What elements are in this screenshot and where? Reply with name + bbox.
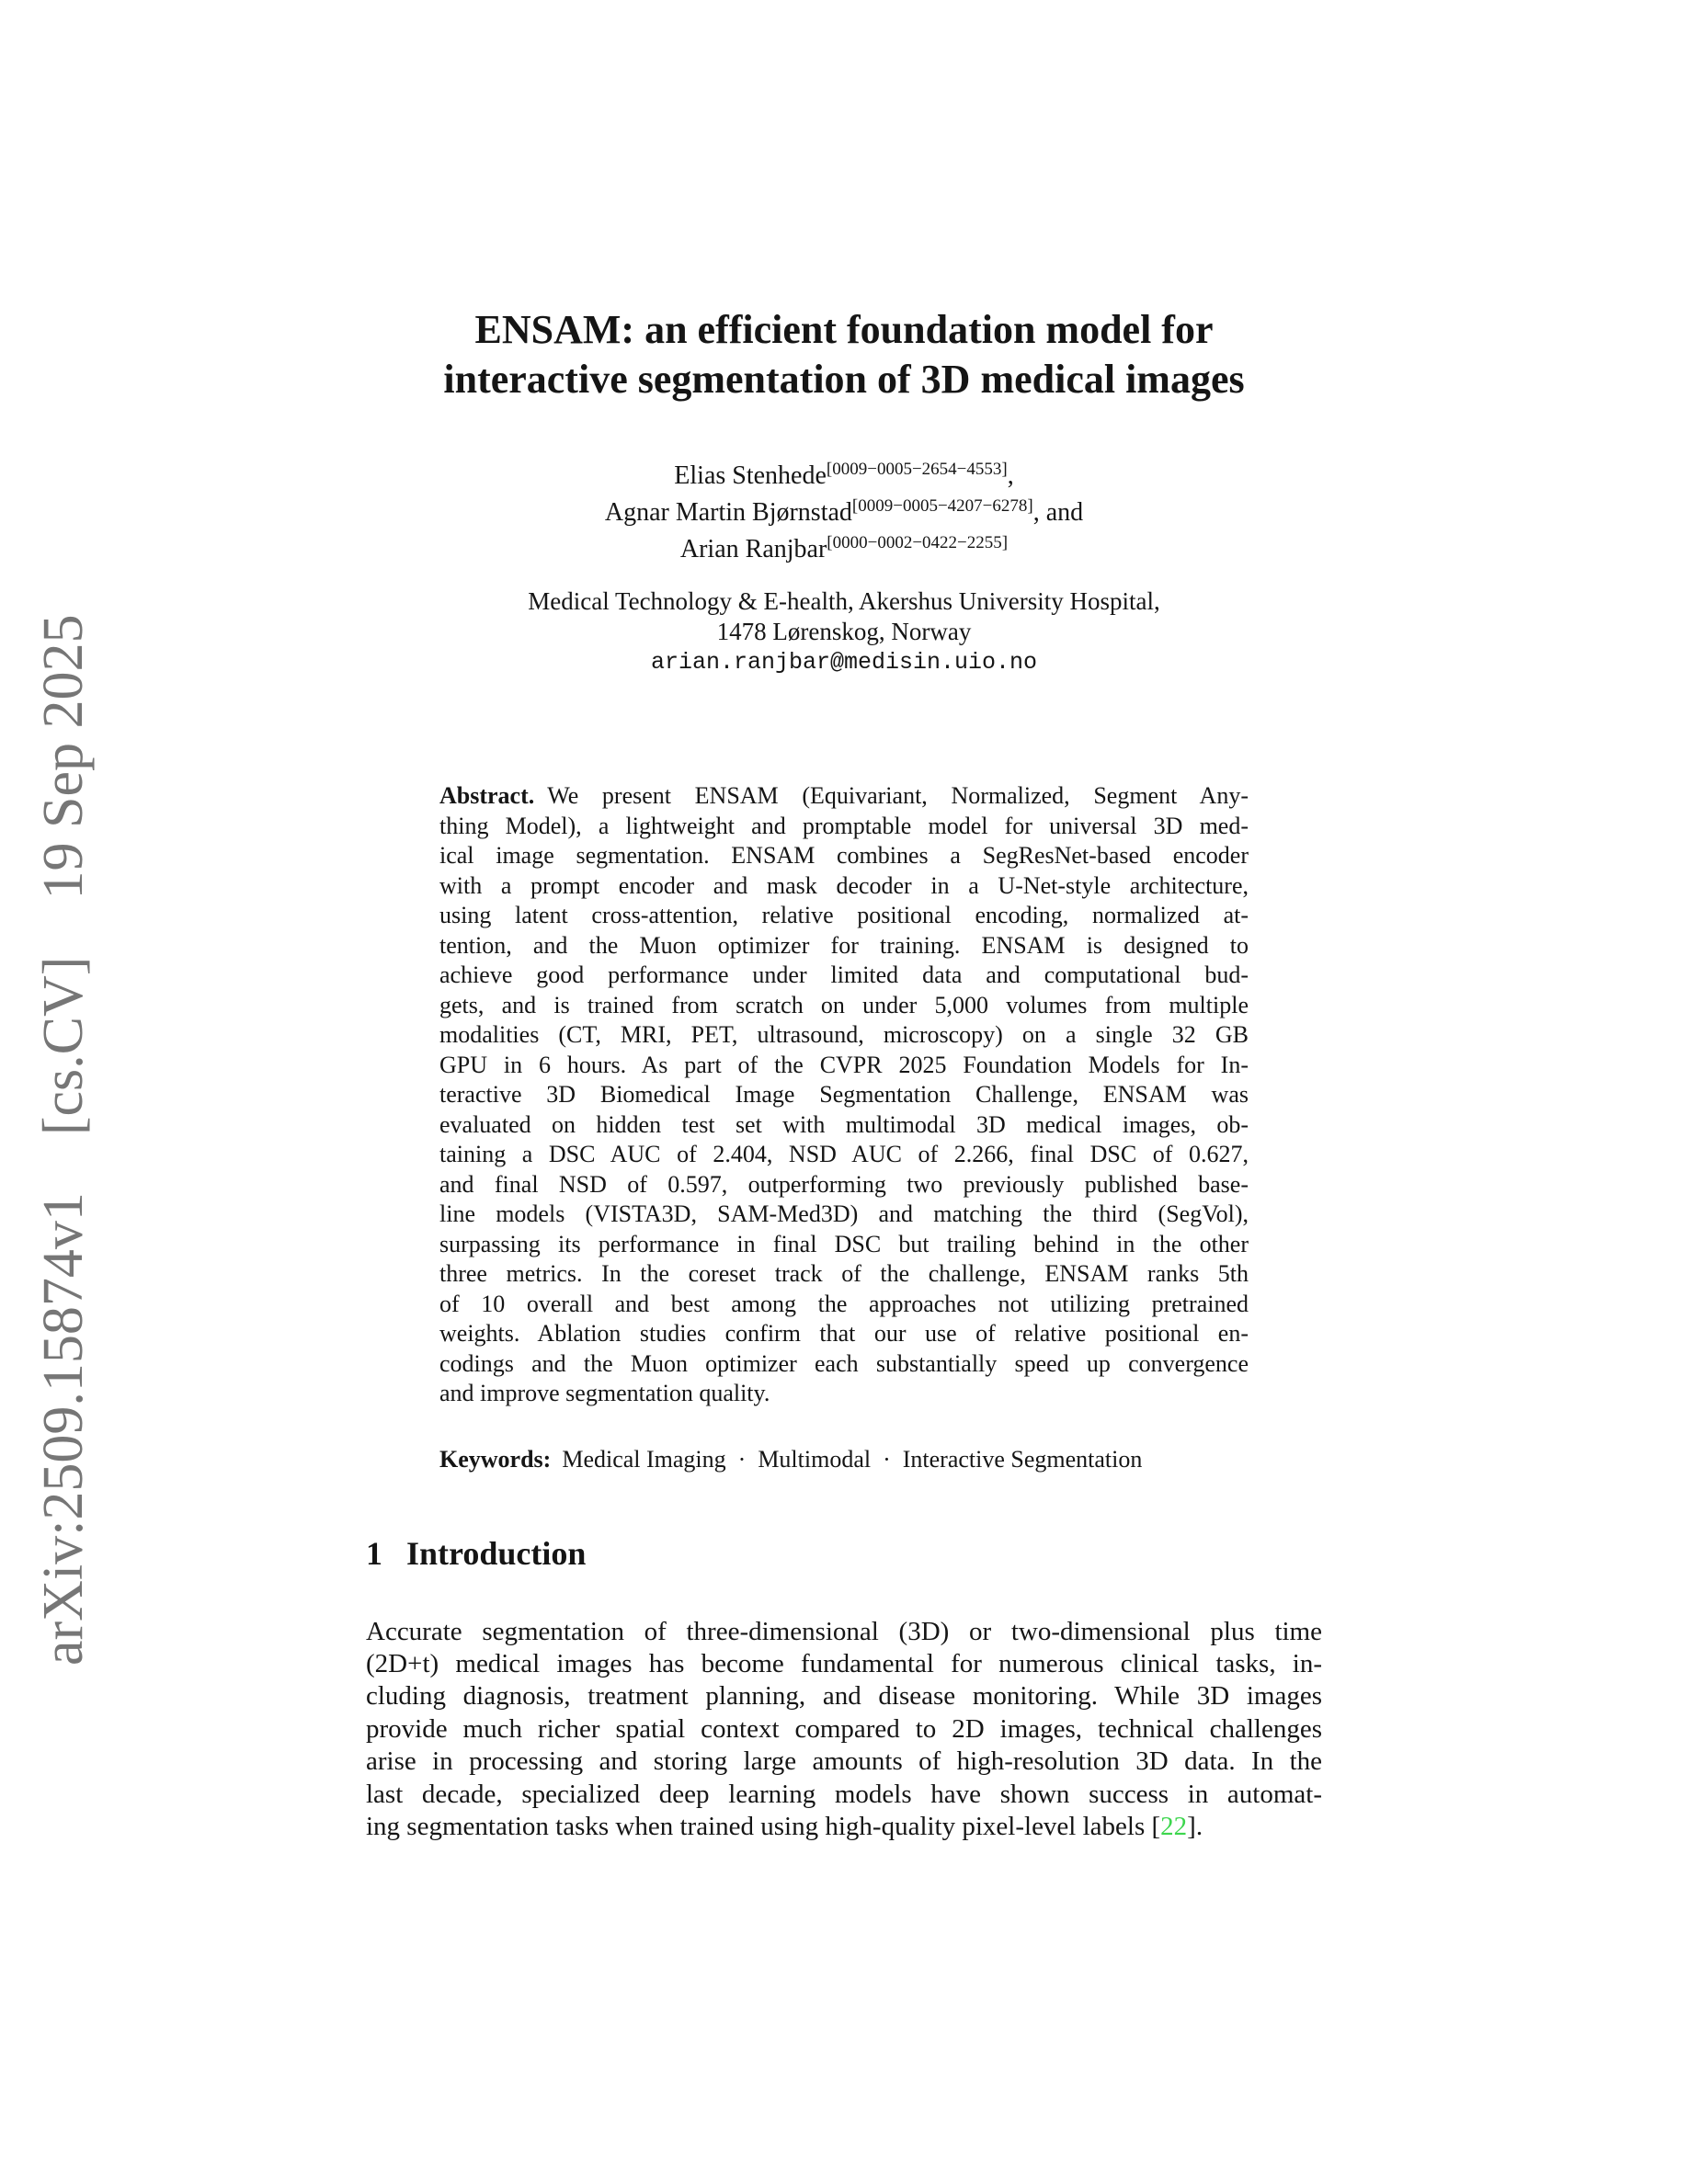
author-block	[366, 458, 1322, 568]
abstract-line: achieve good performance under limited data and computational bud-	[439, 961, 1249, 988]
intro-paragraph	[366, 1616, 1322, 1844]
abstract-line: GPU in 6 hours. As part of the CVPR 2025 Foundation Models for In-	[439, 1051, 1249, 1078]
author-2-orcid: [0009−0005−4207−6278]	[851, 496, 1033, 516]
abstract-line: evaluated on hidden test set with multimodal 3D medical images, ob-	[439, 1110, 1249, 1138]
contact-email: arian.ranjbar@medisin.uio.no	[650, 649, 1038, 676]
abstract-line: three metrics. In the coreset track of the challenge, ENSAM ranks 5th	[439, 1260, 1249, 1287]
section-title: Introduction	[406, 1534, 587, 1572]
author-3	[366, 531, 1322, 568]
intro-line: (2D+t) medical images has become fundamental for numerous clinical tasks, in-	[366, 1648, 1322, 1678]
abstract-line: and improve segmentation quality.	[439, 1380, 770, 1406]
author-1	[366, 458, 1322, 495]
abstract-line: of 10 overall and best among the approaches not utilizing pretrained	[439, 1290, 1249, 1317]
intro-line: last decade, specialized deep learning models have shown success in automat-	[366, 1779, 1322, 1809]
abstract-line: ical image segmentation. ENSAM combines a SegResNet-based encoder	[439, 842, 1249, 869]
citation-link-22[interactable]: 22	[1160, 1811, 1188, 1841]
keywords	[439, 1444, 1249, 1474]
section-heading-introduction	[366, 1533, 1322, 1574]
abstract-line-text: We present ENSAM (Equivariant, Normalized, Segment Any-	[547, 782, 1249, 809]
affiliation-line-2: 1478 Lørenskog, Norway	[716, 618, 972, 645]
paper-title	[366, 305, 1322, 404]
author-1-suffix: ,	[1007, 461, 1014, 490]
intro-line: Accurate segmentation of three-dimensional (3D) or two-dimensional plus time	[366, 1616, 1322, 1646]
paper-content	[366, 0, 1322, 1843]
abstract-line	[439, 781, 1249, 812]
affiliation-block	[366, 586, 1322, 678]
abstract-line: codings and the Muon optimizer each substantially speed up convergence	[439, 1349, 1249, 1377]
intro-line	[366, 1811, 1322, 1843]
intro-last-pre: ing segmentation tasks when trained using high-quality pixel-level labels [	[366, 1811, 1161, 1841]
affiliation-line-1: Medical Technology & E-health, Akershus University Hospital,	[528, 587, 1160, 615]
intro-last-post: ].	[1187, 1811, 1203, 1841]
abstract-line: taining a DSC AUC of 2.404, NSD AUC of 2.266, final DSC of 0.627,	[439, 1141, 1249, 1167]
keywords-text: Medical Imaging · Multimodal · Interactive Segmentation	[562, 1445, 1143, 1473]
author-2-name: Agnar Martin Bjørnstad	[604, 498, 852, 527]
abstract-line: and final NSD of 0.597, outperforming two previously published base-	[439, 1170, 1249, 1198]
abstract-line: thing Model), a lightweight and promptable model for universal 3D med-	[439, 812, 1249, 839]
intro-line: cluding diagnosis, treatment planning, and disease monitoring. While 3D images	[366, 1681, 1322, 1712]
keywords-label: Keywords:	[439, 1445, 552, 1473]
abstract-line: teractive 3D Biomedical Image Segmentation Challenge, ENSAM was	[439, 1081, 1249, 1108]
author-1-orcid: [0009−0005−2654−4553]	[826, 460, 1008, 479]
title-line-2: interactive segmentation of 3D medical images	[443, 357, 1245, 402]
author-3-orcid: [0000−0002−0422−2255]	[827, 533, 1009, 552]
intro-line: arise in processing and storing large amounts of high-resolution 3D data. In the	[366, 1746, 1322, 1777]
author-1-name: Elias Stenhede	[674, 461, 827, 490]
abstract	[439, 781, 1249, 1409]
arxiv-watermark: arXiv:2509.15874v1 [cs.CV] 19 Sep 2025	[32, 614, 95, 1666]
title-line-1: ENSAM: an efficient foundation model for	[474, 307, 1214, 352]
abstract-line: using latent cross-attention, relative positional encoding, normalized at-	[439, 902, 1249, 928]
intro-line: provide much richer spatial context compared to 2D images, technical challenges	[366, 1713, 1322, 1744]
abstract-label: Abstract.	[439, 782, 535, 809]
abstract-line: tention, and the Muon optimizer for training. ENSAM is designed to	[439, 931, 1249, 959]
abstract-line: modalities (CT, MRI, PET, ultrasound, microscopy) on a single 32 GB	[439, 1021, 1249, 1048]
section-number: 1	[366, 1534, 382, 1572]
author-2-suffix: , and	[1032, 498, 1084, 527]
abstract-line: surpassing its performance in final DSC but trailing behind in the other	[439, 1230, 1249, 1257]
author-3-name: Arian Ranjbar	[679, 535, 827, 563]
abstract-line: weights. Ablation studies confirm that our use of relative positional en-	[439, 1320, 1249, 1347]
abstract-line: gets, and is trained from scratch on under 5,000 volumes from multiple	[439, 991, 1249, 1018]
abstract-line: with a prompt encoder and mask decoder in a U-Net-style architecture,	[439, 871, 1249, 899]
abstract-line: line models (VISTA3D, SAM-Med3D) and matching the third (SegVol),	[439, 1200, 1249, 1227]
author-2	[366, 495, 1322, 531]
